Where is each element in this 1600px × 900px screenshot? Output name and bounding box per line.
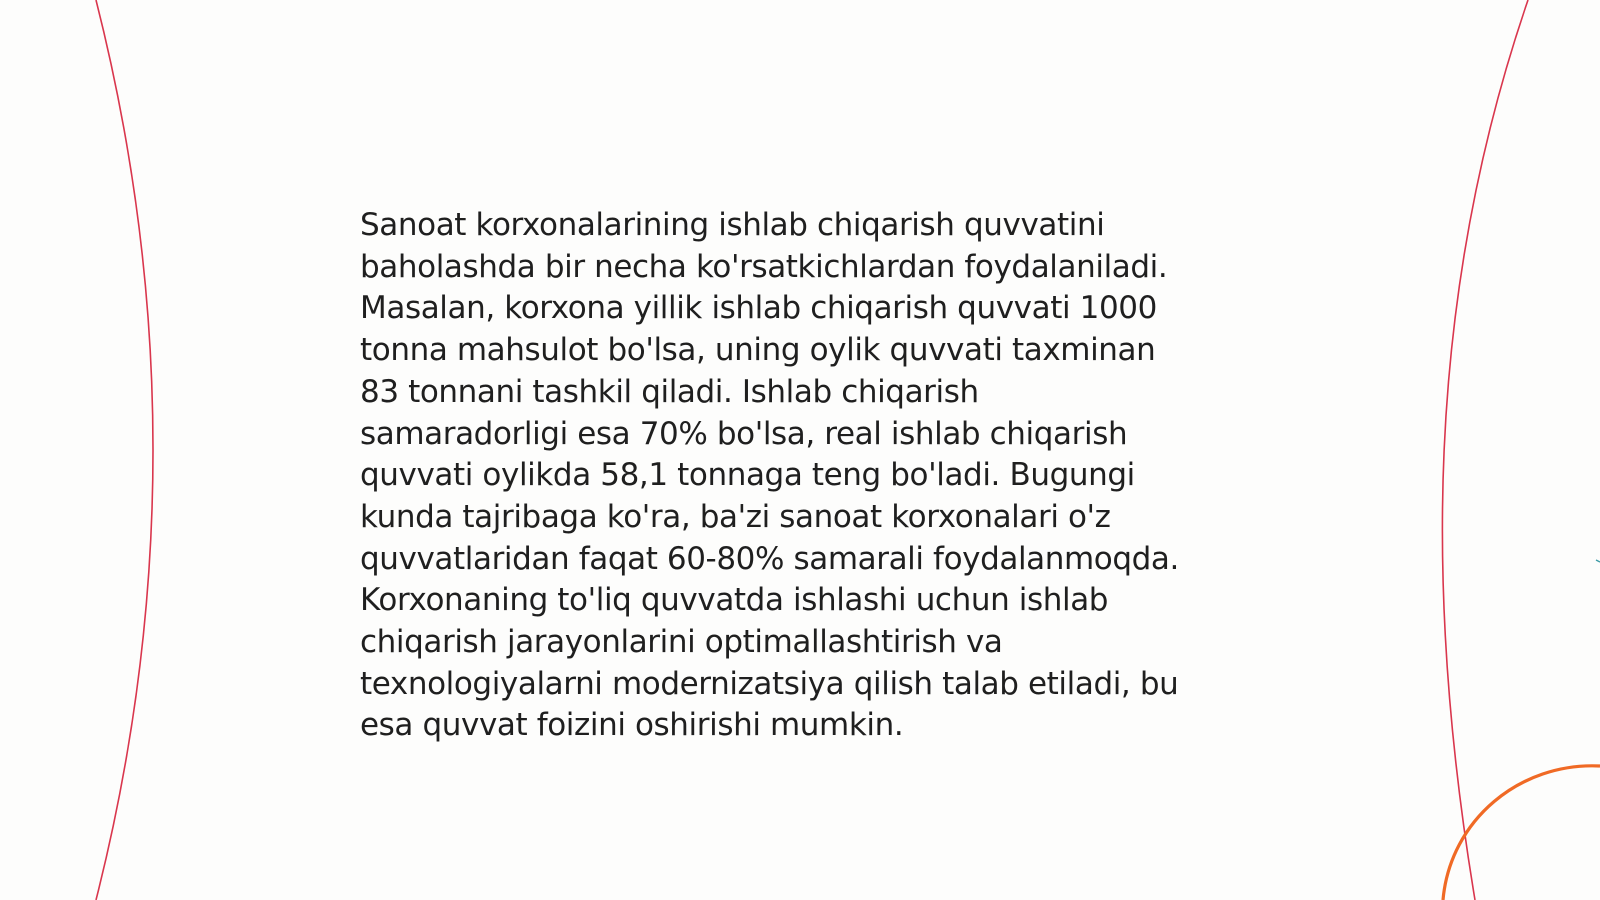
body-paragraph <box>360 205 1250 747</box>
paragraph-line: esa quvvat foizini oshirishi mumkin. <box>360 707 904 744</box>
paragraph-line: quvvatlaridan faqat 60-80% samarali foydalanmoqda. <box>360 540 1179 577</box>
left-red-curve <box>96 0 153 900</box>
paragraph-line: 83 tonnani tashkil qiladi. Ishlab chiqarish <box>360 373 979 410</box>
paragraph-line: Masalan, korxona yillik ishlab chiqarish quvvati 1000 <box>360 290 1157 327</box>
orange-arc <box>1443 766 1600 900</box>
paragraph-line: tonna mahsulot bo'lsa, uning oylik quvvati taxminan <box>360 332 1156 369</box>
paragraph-line: Sanoat korxonalarining ishlab chiqarish quvvatini <box>360 207 1105 243</box>
paragraph-line: quvvati oylikda 58,1 tonnaga teng bo'ladi. Bugungi <box>360 457 1135 494</box>
right-red-curve <box>1442 0 1528 900</box>
paragraph-line: Korxonaning to'liq quvvatda ishlashi uchun ishlab <box>360 582 1109 619</box>
paragraph-line: kunda tajribaga ko'ra, ba'zi sanoat korxonalari o'z <box>360 498 1111 535</box>
paragraph-line: samaradorligi esa 70% bo'lsa, real ishlab chiqarish <box>360 415 1128 452</box>
teal-tick <box>1596 560 1600 562</box>
paragraph-line: texnologiyalarni modernizatsiya qilish talab etiladi, bu <box>360 665 1179 702</box>
paragraph-line: chiqarish jarayonlarini optimallashtirish va <box>360 624 1003 661</box>
paragraph-line: baholashda bir necha ko'rsatkichlardan foydalaniladi. <box>360 248 1168 285</box>
